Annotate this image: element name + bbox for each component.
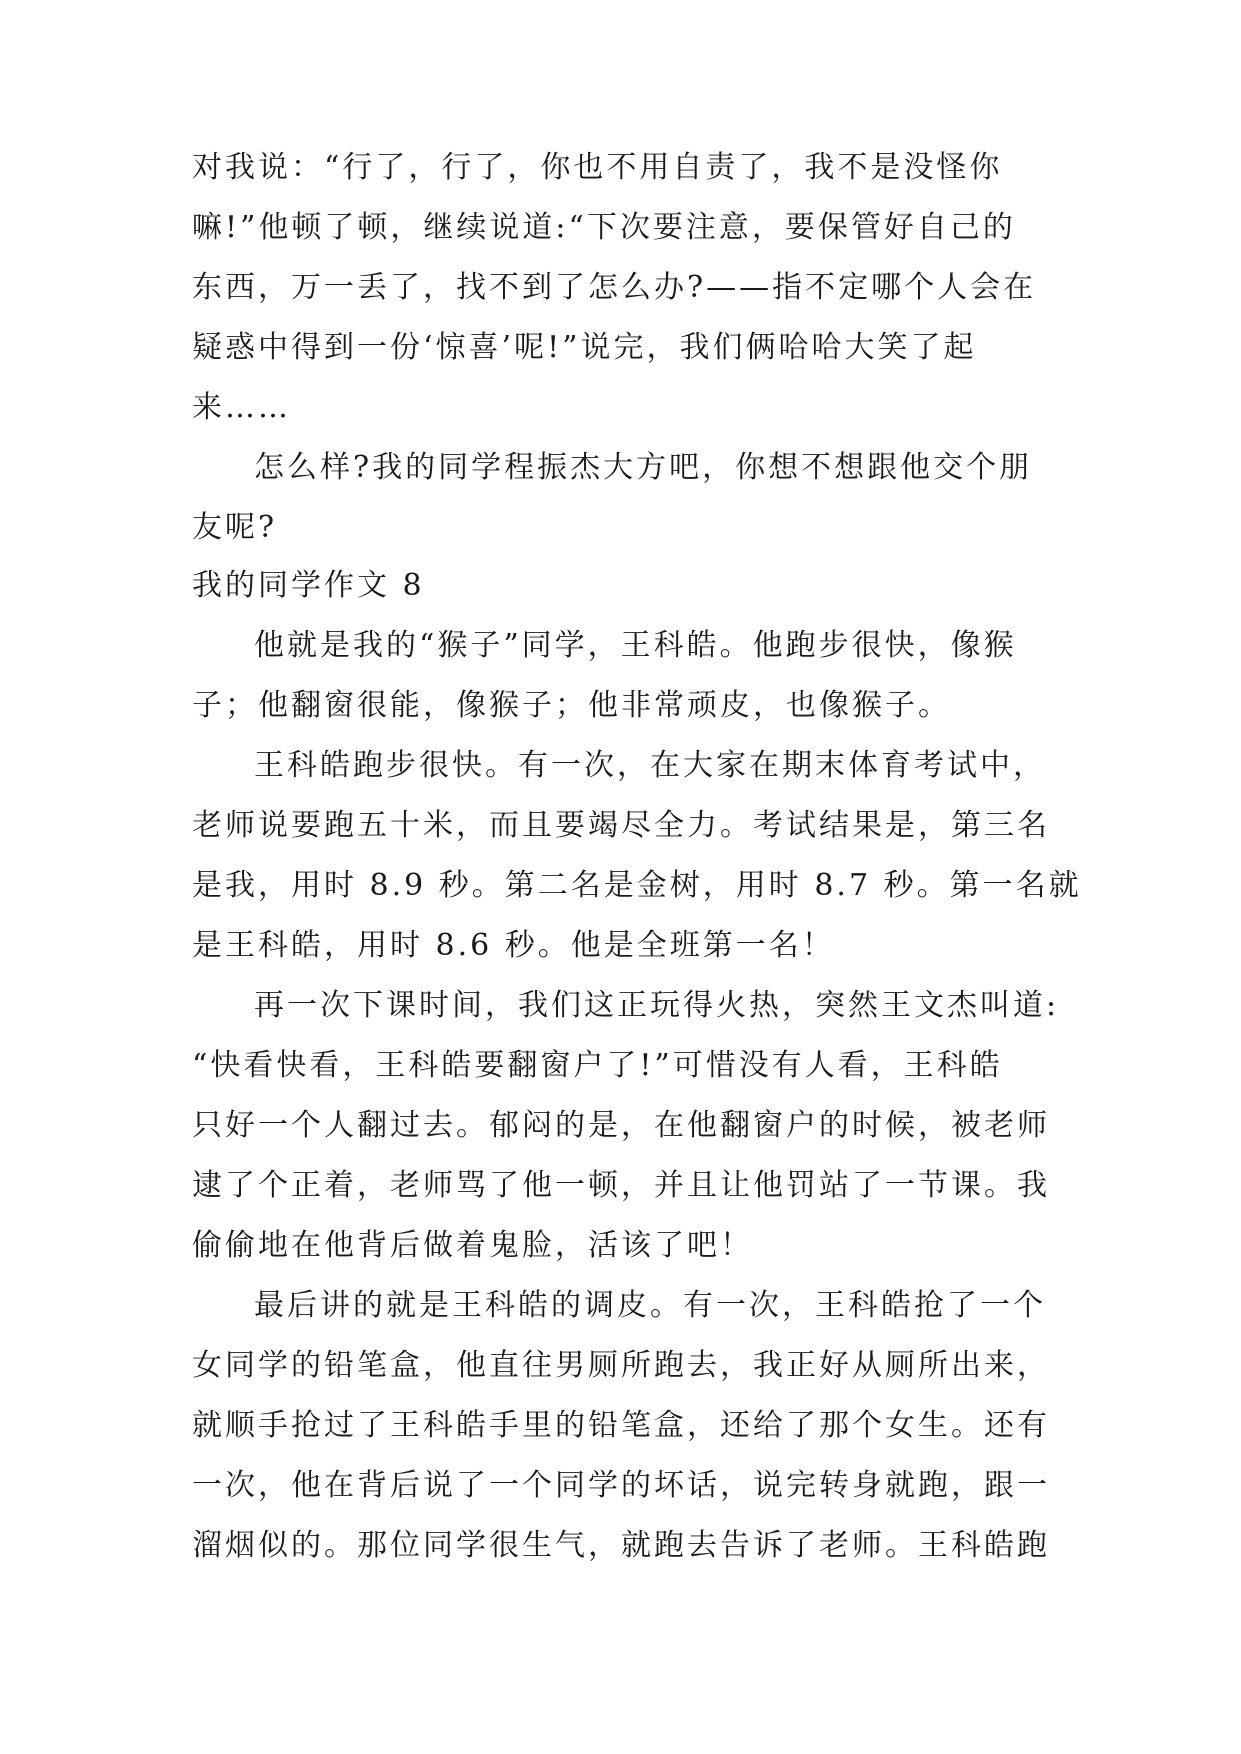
section-heading: 我的同学作文 8	[192, 568, 425, 603]
paragraph-first-line: 王科皓跑步很快。有一次，在大家在期末体育考试中，	[254, 748, 1046, 783]
text-line: 女同学的铅笔盒，他直往男厕所跑去，我正好从厕所出来，	[192, 1348, 1050, 1383]
text-line: 溜烟似的。那位同学很生气，就跑去告诉了老师。王科皓跑	[192, 1528, 1050, 1563]
text-line: 来……	[192, 390, 291, 425]
text-line: 友呢?	[192, 510, 278, 545]
text-line: 对我说：“行了，行了，你也不用自责了，我不是没怪你	[192, 150, 1003, 185]
paragraph-first-line: 怎么样?我的同学程振杰大方吧，你想不想跟他交个朋	[254, 450, 1033, 485]
paragraph-first-line: 他就是我的“猴子”同学，王科皓。他跑步很快，像猴	[254, 628, 1017, 663]
text-line: 疑惑中得到一份‘惊喜’呢!”说完，我们俩哈哈大笑了起	[192, 330, 977, 365]
text-line: 老师说要跑五十米，而且要竭尽全力。考试结果是，第三名	[192, 808, 1050, 843]
text-line: “快看快看，王科皓要翻窗户了!”可惜没有人看，王科皓	[192, 1048, 1003, 1083]
text-line: 就顺手抢过了王科皓手里的铅笔盒，还给了那个女生。还有	[192, 1408, 1050, 1443]
text-line: 是我，用时 8.9 秒。第二名是金树，用时 8.7 秒。第一名就	[192, 868, 1082, 903]
paragraph-first-line: 再一次下课时间，我们这正玩得火热，突然王文杰叫道:	[254, 988, 1060, 1023]
text-line: 是王科皓，用时 8.6 秒。他是全班第一名！	[192, 928, 835, 963]
text-line: 一次，他在背后说了一个同学的坏话，说完转身就跑，跟一	[192, 1468, 1050, 1503]
text-line: 子；他翻窗很能，像猴子；他非常顽皮，也像猴子。	[192, 688, 951, 723]
text-line: 东西，万一丢了，找不到了怎么办?——指不定哪个人会在	[192, 270, 1037, 305]
text-line: 嘛!”他顿了顿，继续说道:“下次要注意，要保管好自己的	[192, 210, 1016, 245]
text-line: 偷偷地在他背后做着鬼脸，活该了吧！	[192, 1228, 753, 1263]
text-line: 逮了个正着，老师骂了他一顿，并且让他罚站了一节课。我	[192, 1168, 1050, 1203]
text-line: 只好一个人翻过去。郁闷的是，在他翻窗户的时候，被老师	[192, 1108, 1050, 1143]
paragraph-first-line: 最后讲的就是王科皓的调皮。有一次，王科皓抢了一个	[254, 1288, 1046, 1323]
